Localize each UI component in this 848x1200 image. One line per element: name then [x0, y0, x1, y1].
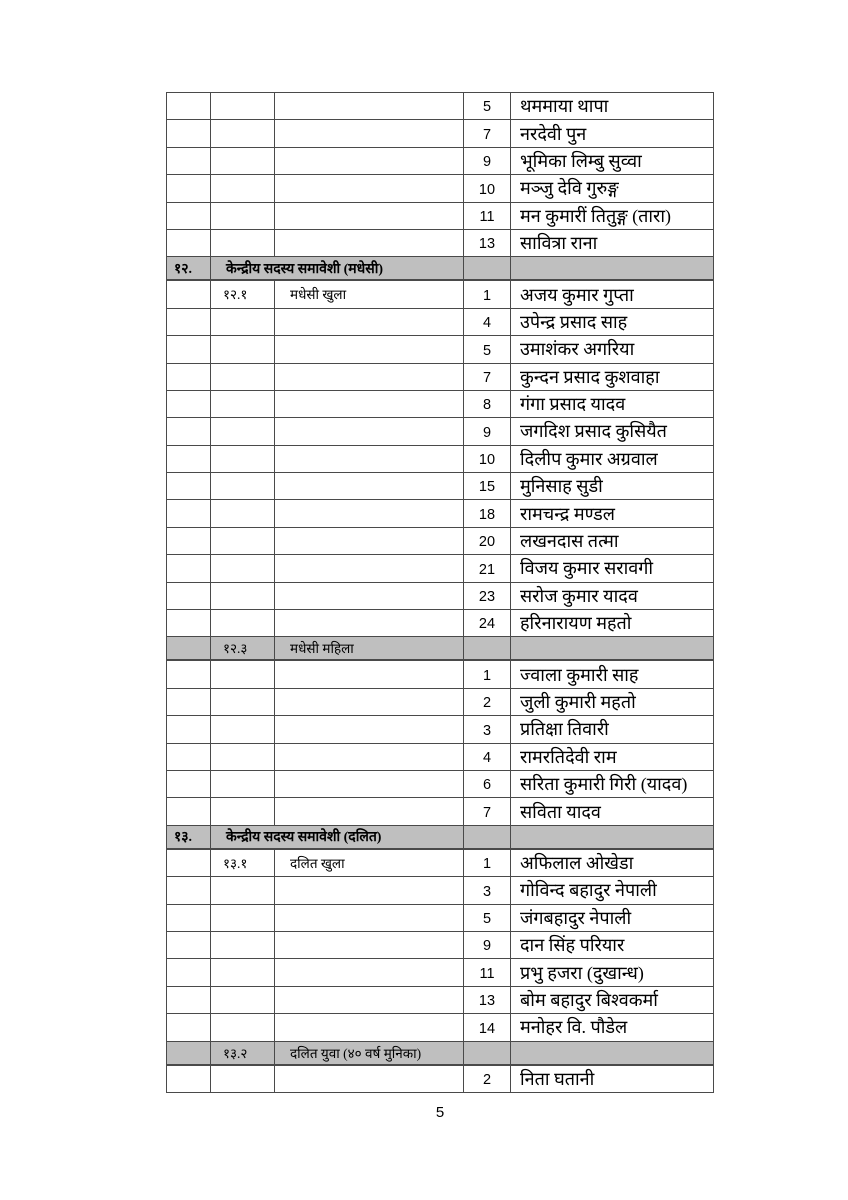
cell-section-no — [167, 120, 211, 147]
cell-member-name — [511, 637, 714, 661]
cell-member-name: जुली कुमारी महतो — [511, 689, 714, 716]
cell-subsection-no — [211, 661, 275, 688]
cell-section-no — [167, 500, 211, 527]
cell-section-no — [167, 905, 211, 932]
table-row — [167, 1066, 714, 1093]
cell-section-no — [167, 203, 211, 230]
table-row — [167, 610, 714, 637]
cell-serial-number: 2 — [464, 1066, 511, 1093]
cell-member-name — [511, 257, 714, 281]
table-row — [167, 230, 714, 257]
cell-member-name: दान सिंह परियार — [511, 932, 714, 959]
cell-member-name: नरदेवी पुन — [511, 120, 714, 147]
cell-member-name: मुनिसाह सुडी — [511, 473, 714, 500]
cell-serial-number: 13 — [464, 987, 511, 1014]
cell-subsection-no — [211, 309, 275, 336]
table-row — [167, 744, 714, 771]
cell-serial-number: 2 — [464, 689, 511, 716]
table-row — [167, 798, 714, 825]
cell-section-no — [167, 850, 211, 877]
cell-serial-number: 24 — [464, 610, 511, 637]
table-row — [167, 1014, 714, 1041]
cell-section-no — [167, 555, 211, 582]
table-row — [167, 932, 714, 959]
cell-serial-number: 6 — [464, 771, 511, 798]
cell-section-no — [167, 446, 211, 473]
cell-serial-number: 4 — [464, 744, 511, 771]
cell-serial-number: 15 — [464, 473, 511, 500]
cell-member-name: प्रभु हजरा (दुखान्ध) — [511, 959, 714, 986]
cell-serial-number: 23 — [464, 583, 511, 610]
cell-subsection-no: १३.२ — [211, 1042, 275, 1066]
cell-serial-number: 7 — [464, 120, 511, 147]
cell-serial-number: 8 — [464, 391, 511, 418]
cell-subsection-label — [275, 583, 464, 610]
cell-subsection-label — [275, 771, 464, 798]
cell-member-name: थममाया थापा — [511, 93, 714, 120]
cell-subsection-no — [211, 555, 275, 582]
table-row — [167, 959, 714, 986]
cell-section-title: केन्द्रीय सदस्य समावेशी (मधेसी) — [211, 257, 464, 281]
table-row — [167, 120, 714, 147]
cell-subsection-no — [211, 1014, 275, 1041]
cell-section-no: १२. — [167, 257, 211, 281]
table-row — [167, 528, 714, 555]
cell-member-name: सरिता कुमारी गिरी (यादव) — [511, 771, 714, 798]
cell-subsection-label — [275, 148, 464, 175]
cell-subsection-no — [211, 528, 275, 555]
cell-subsection-label — [275, 418, 464, 445]
table-row — [167, 473, 714, 500]
table-row — [167, 418, 714, 445]
cell-section-no — [167, 175, 211, 202]
members-table — [166, 92, 714, 1093]
cell-subsection-no — [211, 610, 275, 637]
cell-section-no — [167, 689, 211, 716]
cell-subsection-label — [275, 203, 464, 230]
cell-section-no — [167, 93, 211, 120]
table-row — [167, 905, 714, 932]
cell-subsection-label — [275, 555, 464, 582]
cell-serial-number: 1 — [464, 850, 511, 877]
cell-section-no — [167, 1014, 211, 1041]
table-row — [167, 661, 714, 688]
table-row — [167, 364, 714, 391]
cell-section-no — [167, 1066, 211, 1093]
cell-serial-number: 9 — [464, 148, 511, 175]
cell-section-no — [167, 744, 211, 771]
cell-subsection-no — [211, 959, 275, 986]
cell-member-name: निता घतानी — [511, 1066, 714, 1093]
cell-subsection-no — [211, 932, 275, 959]
cell-section-no — [167, 771, 211, 798]
cell-member-name: गोविन्द बहादुर नेपाली — [511, 877, 714, 904]
cell-subsection-label: दलित खुला — [275, 850, 464, 877]
cell-serial-number: 18 — [464, 500, 511, 527]
cell-member-name: रामरतिदेवी राम — [511, 744, 714, 771]
section-header-row — [167, 257, 714, 281]
subsection-row — [167, 281, 714, 308]
cell-serial-number — [464, 637, 511, 661]
table-row — [167, 203, 714, 230]
table-row — [167, 583, 714, 610]
cell-serial-number — [464, 1042, 511, 1066]
cell-member-name: बोम बहादुर बिश्वकर्मा — [511, 987, 714, 1014]
cell-subsection-label — [275, 798, 464, 825]
cell-member-name — [511, 1042, 714, 1066]
cell-subsection-no — [211, 473, 275, 500]
cell-member-name: भूमिका लिम्बु सुव्वा — [511, 148, 714, 175]
cell-subsection-label — [275, 391, 464, 418]
cell-subsection-no — [211, 336, 275, 363]
cell-section-no — [167, 1042, 211, 1066]
table-row — [167, 987, 714, 1014]
cell-subsection-label — [275, 877, 464, 904]
cell-subsection-no — [211, 1066, 275, 1093]
cell-serial-number: 11 — [464, 959, 511, 986]
cell-member-name: गंगा प्रसाद यादव — [511, 391, 714, 418]
cell-member-name: रामचन्द्र मण्डल — [511, 500, 714, 527]
table-row — [167, 336, 714, 363]
cell-subsection-no — [211, 905, 275, 932]
section-header-row — [167, 826, 714, 850]
cell-subsection-no — [211, 744, 275, 771]
cell-subsection-label — [275, 364, 464, 391]
cell-section-title: केन्द्रीय सदस्य समावेशी (दलित) — [211, 826, 464, 850]
table-row — [167, 309, 714, 336]
cell-serial-number: 7 — [464, 364, 511, 391]
cell-subsection-label — [275, 959, 464, 986]
cell-subsection-no — [211, 771, 275, 798]
cell-subsection-no — [211, 93, 275, 120]
cell-subsection-no — [211, 391, 275, 418]
cell-subsection-label: मधेसी खुला — [275, 281, 464, 308]
cell-member-name: सरोज कुमार यादव — [511, 583, 714, 610]
cell-subsection-label — [275, 528, 464, 555]
subsection-row — [167, 850, 714, 877]
cell-subsection-label — [275, 661, 464, 688]
cell-subsection-no — [211, 689, 275, 716]
cell-subsection-no — [211, 120, 275, 147]
cell-subsection-no: १२.३ — [211, 637, 275, 661]
cell-serial-number — [464, 257, 511, 281]
cell-member-name: लखनदास तत्मा — [511, 528, 714, 555]
cell-section-no — [167, 230, 211, 257]
cell-member-name: दिलीप कुमार अग्रवाल — [511, 446, 714, 473]
cell-member-name: जगदिश प्रसाद कुसियैत — [511, 418, 714, 445]
cell-section-no — [167, 281, 211, 308]
cell-subsection-label — [275, 336, 464, 363]
cell-serial-number: 20 — [464, 528, 511, 555]
cell-subsection-label — [275, 175, 464, 202]
cell-subsection-label — [275, 610, 464, 637]
subsection-header-row — [167, 637, 714, 661]
cell-subsection-label — [275, 932, 464, 959]
cell-subsection-no — [211, 418, 275, 445]
cell-subsection-label — [275, 1066, 464, 1093]
cell-serial-number: 1 — [464, 661, 511, 688]
cell-section-no — [167, 716, 211, 743]
cell-section-no — [167, 959, 211, 986]
cell-member-name: विजय कुमार सरावगी — [511, 555, 714, 582]
cell-section-no — [167, 610, 211, 637]
cell-section-no — [167, 877, 211, 904]
cell-section-no — [167, 336, 211, 363]
cell-subsection-label — [275, 446, 464, 473]
cell-serial-number: 1 — [464, 281, 511, 308]
cell-serial-number: 21 — [464, 555, 511, 582]
cell-subsection-no — [211, 446, 275, 473]
cell-section-no — [167, 932, 211, 959]
cell-serial-number: 10 — [464, 175, 511, 202]
cell-member-name: उपेन्द्र प्रसाद साह — [511, 309, 714, 336]
cell-section-no — [167, 391, 211, 418]
cell-section-no — [167, 637, 211, 661]
cell-subsection-label — [275, 93, 464, 120]
cell-section-no — [167, 583, 211, 610]
cell-section-no — [167, 987, 211, 1014]
cell-subsection-label — [275, 744, 464, 771]
cell-subsection-label — [275, 905, 464, 932]
cell-section-no: १३. — [167, 826, 211, 850]
cell-member-name: कुन्दन प्रसाद कुशवाहा — [511, 364, 714, 391]
cell-subsection-no — [211, 148, 275, 175]
cell-subsection-no — [211, 716, 275, 743]
cell-section-no — [167, 661, 211, 688]
cell-member-name — [511, 826, 714, 850]
table-row — [167, 500, 714, 527]
cell-serial-number: 10 — [464, 446, 511, 473]
table-row — [167, 689, 714, 716]
cell-member-name: प्रतिक्षा तिवारी — [511, 716, 714, 743]
cell-serial-number: 11 — [464, 203, 511, 230]
cell-serial-number: 5 — [464, 336, 511, 363]
cell-member-name: अजय कुमार गुप्ता — [511, 281, 714, 308]
cell-section-no — [167, 473, 211, 500]
cell-serial-number: 3 — [464, 716, 511, 743]
cell-member-name: मनोहर वि. पौडेल — [511, 1014, 714, 1041]
cell-section-no — [167, 309, 211, 336]
cell-subsection-no — [211, 798, 275, 825]
cell-subsection-no — [211, 987, 275, 1014]
cell-subsection-no — [211, 203, 275, 230]
cell-member-name: अफिलाल ओखेडा — [511, 850, 714, 877]
cell-section-no — [167, 528, 211, 555]
cell-subsection-label — [275, 230, 464, 257]
cell-subsection-label — [275, 716, 464, 743]
cell-serial-number: 14 — [464, 1014, 511, 1041]
table-row — [167, 555, 714, 582]
table-row — [167, 771, 714, 798]
cell-member-name: सविता यादव — [511, 798, 714, 825]
cell-serial-number: 4 — [464, 309, 511, 336]
table-row — [167, 93, 714, 120]
subsection-header-row — [167, 1042, 714, 1066]
cell-subsection-no: १३.१ — [211, 850, 275, 877]
cell-subsection-label: मधेसी महिला — [275, 637, 464, 661]
cell-subsection-label — [275, 689, 464, 716]
table-row — [167, 175, 714, 202]
cell-subsection-no — [211, 583, 275, 610]
cell-serial-number: 3 — [464, 877, 511, 904]
table-row — [167, 391, 714, 418]
cell-section-no — [167, 148, 211, 175]
cell-member-name: मन कुमारीं तितुङ्ग (तारा) — [511, 203, 714, 230]
cell-subsection-label — [275, 500, 464, 527]
cell-subsection-label — [275, 987, 464, 1014]
table-row — [167, 877, 714, 904]
table-row — [167, 716, 714, 743]
cell-subsection-label — [275, 473, 464, 500]
cell-subsection-no — [211, 230, 275, 257]
cell-serial-number: 5 — [464, 93, 511, 120]
cell-subsection-label — [275, 1014, 464, 1041]
cell-member-name: जंगबहादुर नेपाली — [511, 905, 714, 932]
cell-member-name: उमाशंकर अगरिया — [511, 336, 714, 363]
cell-serial-number: 13 — [464, 230, 511, 257]
cell-section-no — [167, 798, 211, 825]
cell-member-name: मञ्जु देवि गुरुङ्ग — [511, 175, 714, 202]
cell-subsection-no: १२.१ — [211, 281, 275, 308]
cell-subsection-no — [211, 364, 275, 391]
cell-member-name: सावित्रा राना — [511, 230, 714, 257]
cell-member-name: ज्वाला कुमारी साह — [511, 661, 714, 688]
cell-member-name: हरिनारायण महतो — [511, 610, 714, 637]
page-number: 5 — [435, 1104, 445, 1121]
cell-subsection-label — [275, 309, 464, 336]
cell-subsection-no — [211, 500, 275, 527]
cell-serial-number: 9 — [464, 418, 511, 445]
cell-serial-number: 7 — [464, 798, 511, 825]
cell-subsection-label: दलित युवा (४० वर्ष मुनिका) — [275, 1042, 464, 1066]
cell-serial-number: 9 — [464, 932, 511, 959]
cell-serial-number: 5 — [464, 905, 511, 932]
cell-serial-number — [464, 826, 511, 850]
cell-section-no — [167, 418, 211, 445]
cell-subsection-label — [275, 120, 464, 147]
cell-subsection-no — [211, 175, 275, 202]
cell-subsection-no — [211, 877, 275, 904]
cell-section-no — [167, 364, 211, 391]
table-row — [167, 148, 714, 175]
table-row — [167, 446, 714, 473]
